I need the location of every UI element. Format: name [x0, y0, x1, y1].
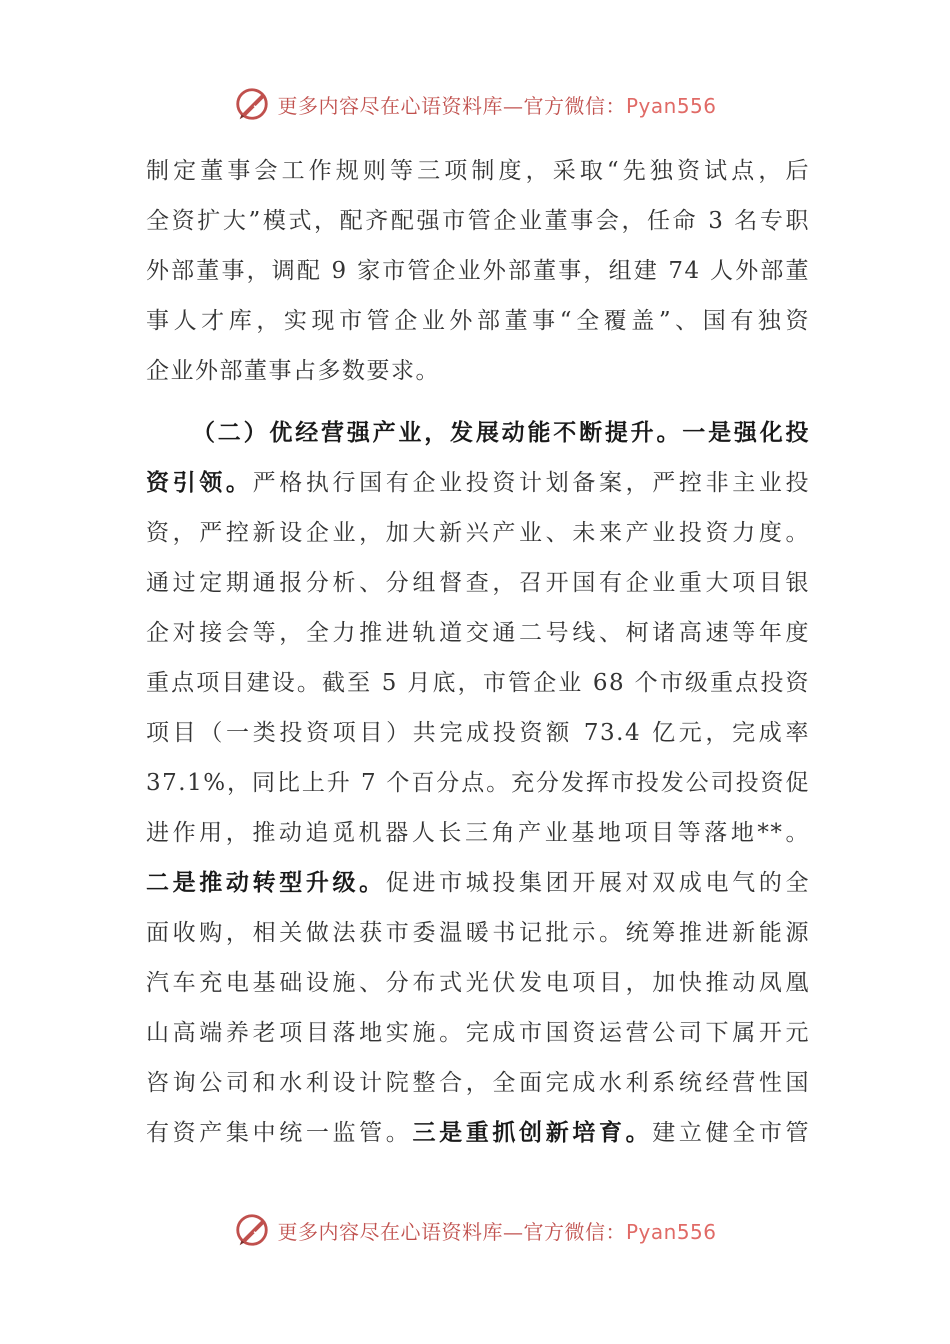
text-line — [146, 1058, 810, 1108]
paragraph — [146, 408, 810, 1158]
watermark-text — [277, 1216, 716, 1245]
watermark-text-cn: 更多内容尽在心语资料库—官方微信： — [277, 93, 626, 118]
watermark-brand: Pyan556 — [625, 93, 717, 118]
text-line — [146, 958, 810, 1008]
text-line — [146, 196, 810, 246]
text-line — [146, 458, 810, 508]
text-run: 外部董事，调配 9 家市管企业外部董事，组建 74 人外部董 — [146, 258, 810, 284]
text-run: 促进市城投集团开展对双成电气的全 — [385, 870, 811, 896]
text-run: 制定董事会工作规则等三项制度，采取“先独资试点，后 — [146, 158, 810, 184]
watermark-brand: Pyan556 — [625, 1219, 717, 1244]
text-run: 山高端养老项目落地实施。完成市国资运营公司下属开元 — [146, 1020, 810, 1046]
watermark-text-cn: 更多内容尽在心语资料库—官方微信： — [277, 1219, 626, 1244]
text-line — [146, 608, 810, 658]
text-run: 有资产集中统一监管。 — [146, 1120, 413, 1146]
text-line — [146, 908, 810, 958]
text-line — [146, 858, 810, 908]
text-run: 全资扩大”模式，配齐配强市管企业董事会，任命 3 名专职 — [146, 208, 810, 234]
bold-text: 三是重抓创新培育。 — [412, 1119, 653, 1146]
bold-text: 资引领。 — [146, 469, 253, 496]
pen-logo-icon — [233, 1211, 271, 1249]
text-line — [146, 146, 810, 196]
text-line — [146, 1008, 810, 1058]
document-body — [146, 146, 810, 1158]
text-run: 企业外部董事占多数要求。 — [146, 358, 440, 384]
text-run: 面收购，相关做法获市委温暖书记批示。统筹推进新能源 — [146, 920, 810, 946]
text-line — [146, 1108, 810, 1158]
text-line — [146, 246, 810, 296]
bold-text: 二是推动转型升级。 — [146, 869, 386, 896]
text-line — [146, 808, 810, 858]
text-run: 进作用，推动追觅机器人长三角产业基地项目等落地**。 — [146, 820, 810, 846]
text-run: 重点项目建设。截至 5 月底，市管企业 68 个市级重点投资 — [146, 670, 810, 696]
text-run: 通过定期通报分析、分组督查，召开国有企业重大项目银 — [146, 570, 810, 596]
pen-logo-icon — [233, 85, 271, 123]
text-line — [146, 708, 810, 758]
watermark-text — [277, 90, 716, 119]
text-run: 事人才库，实现市管企业外部董事“全覆盖”、国有独资 — [146, 308, 810, 334]
watermark-banner-bottom — [0, 1210, 950, 1250]
text-run: 建立健全市管 — [652, 1120, 811, 1146]
text-run: 企对接会等，全力推进轨道交通二号线、柯诸高速等年度 — [146, 620, 810, 646]
paragraph-gap — [146, 396, 810, 408]
text-run: 项目（一类投资项目）共完成投资额 73.4 亿元，完成率 — [146, 720, 810, 746]
text-run: 资，严控新设企业，加大新兴产业、未来产业投资力度。 — [146, 520, 810, 546]
text-line — [146, 558, 810, 608]
bold-text: （二）优经营强产业，发展动能不断提升。一是强化投 — [192, 419, 810, 446]
text-run: 汽车充电基础设施、分布式光伏发电项目，加快推动凤凰 — [146, 970, 810, 996]
text-line — [146, 296, 810, 346]
watermark-banner-top — [0, 84, 950, 124]
text-line — [146, 408, 810, 458]
text-line — [146, 346, 810, 396]
text-line — [146, 658, 810, 708]
text-line — [146, 758, 810, 808]
paragraph — [146, 146, 810, 396]
text-run: 咨询公司和水利设计院整合，全面完成水利系统经营性国 — [146, 1070, 810, 1096]
text-line — [146, 508, 810, 558]
text-run: 严格执行国有企业投资计划备案，严控非主业投 — [252, 470, 811, 496]
text-run: 37.1%，同比上升 7 个百分点。充分发挥市投发公司投资促 — [146, 770, 810, 796]
